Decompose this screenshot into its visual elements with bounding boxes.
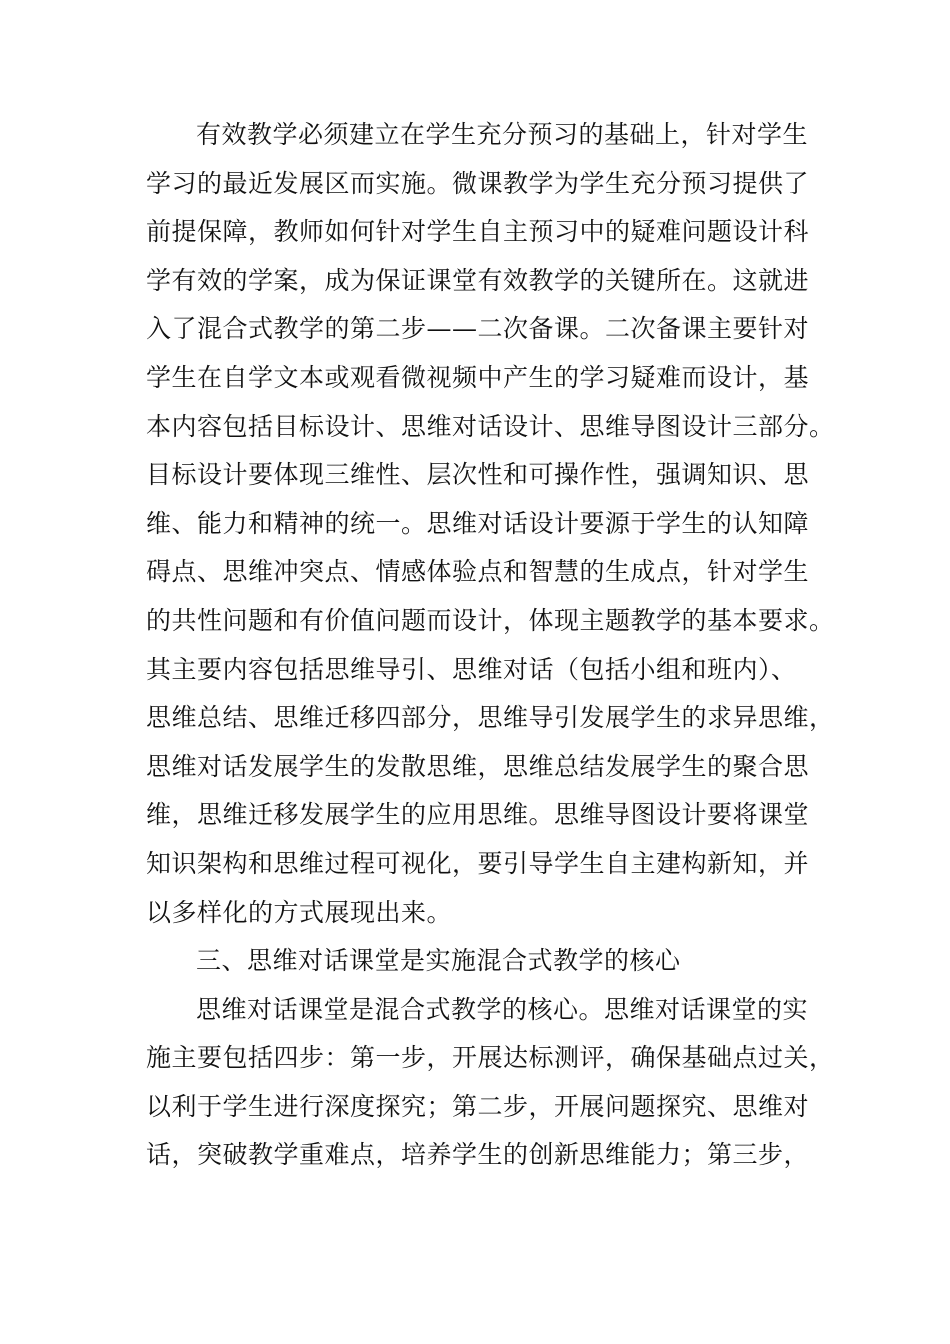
text-line: 维，思维迁移发展学生的应用思维。思维导图设计要将课堂 [146,800,810,830]
text-line: 学习的最近发展区而实施。微课教学为学生充分预习提供了 [146,168,810,198]
text-line: 话，突破教学重难点，培养学生的创新思维能力；第三步， [146,1140,810,1170]
text-line: 前提保障，教师如何针对学生自主预习中的疑难问题设计科 [146,217,810,247]
text-line: 学有效的学案，成为保证课堂有效教学的关键所在。这就进 [146,265,810,295]
text-line: 其主要内容包括思维导引、思维对话（包括小组和班内）、 [146,654,797,684]
text-line: 本内容包括目标设计、思维对话设计、思维导图设计三部分。 [146,411,835,441]
text-line: 学生在自学文本或观看微视频中产生的学习疑难而设计，基 [146,362,810,392]
text-line: 有效教学必须建立在学生充分预习的基础上，针对学生 [196,120,809,149]
text-line: 思维对话发展学生的发散思维，思维总结发展学生的聚合思 [146,751,810,781]
text-line: 以利于学生进行深度探究；第二步，开展问题探究、思维对 [146,1091,810,1121]
text-line: 碍点、思维冲突点、情感体验点和智慧的生成点，针对学生 [146,557,810,587]
section-heading: 三、思维对话课堂是实施混合式教学的核心 [196,946,681,976]
document-body [146,111,835,1180]
text-line: 以多样化的方式展现出来。 [146,897,453,927]
text-line: 思维总结、思维迁移四部分，思维导引发展学生的求异思维， [146,703,835,733]
text-line: 入了混合式教学的第二步——二次备课。二次备课主要针对 [146,314,810,344]
text-line: 维、能力和精神的统一。思维对话设计要源于学生的认知障 [146,508,810,538]
text-line: 目标设计要体现三维性、层次性和可操作性，强调知识、思 [146,460,810,490]
text-line: 施主要包括四步：第一步，开展达标测评，确保基础点过关， [146,1043,835,1073]
text-line: 的共性问题和有价值问题而设计，体现主题教学的基本要求。 [146,605,835,635]
text-line: 思维对话课堂是混合式教学的核心。思维对话课堂的实 [196,994,809,1024]
text-line: 知识架构和思维过程可视化，要引导学生自主建构新知，并 [146,848,810,878]
